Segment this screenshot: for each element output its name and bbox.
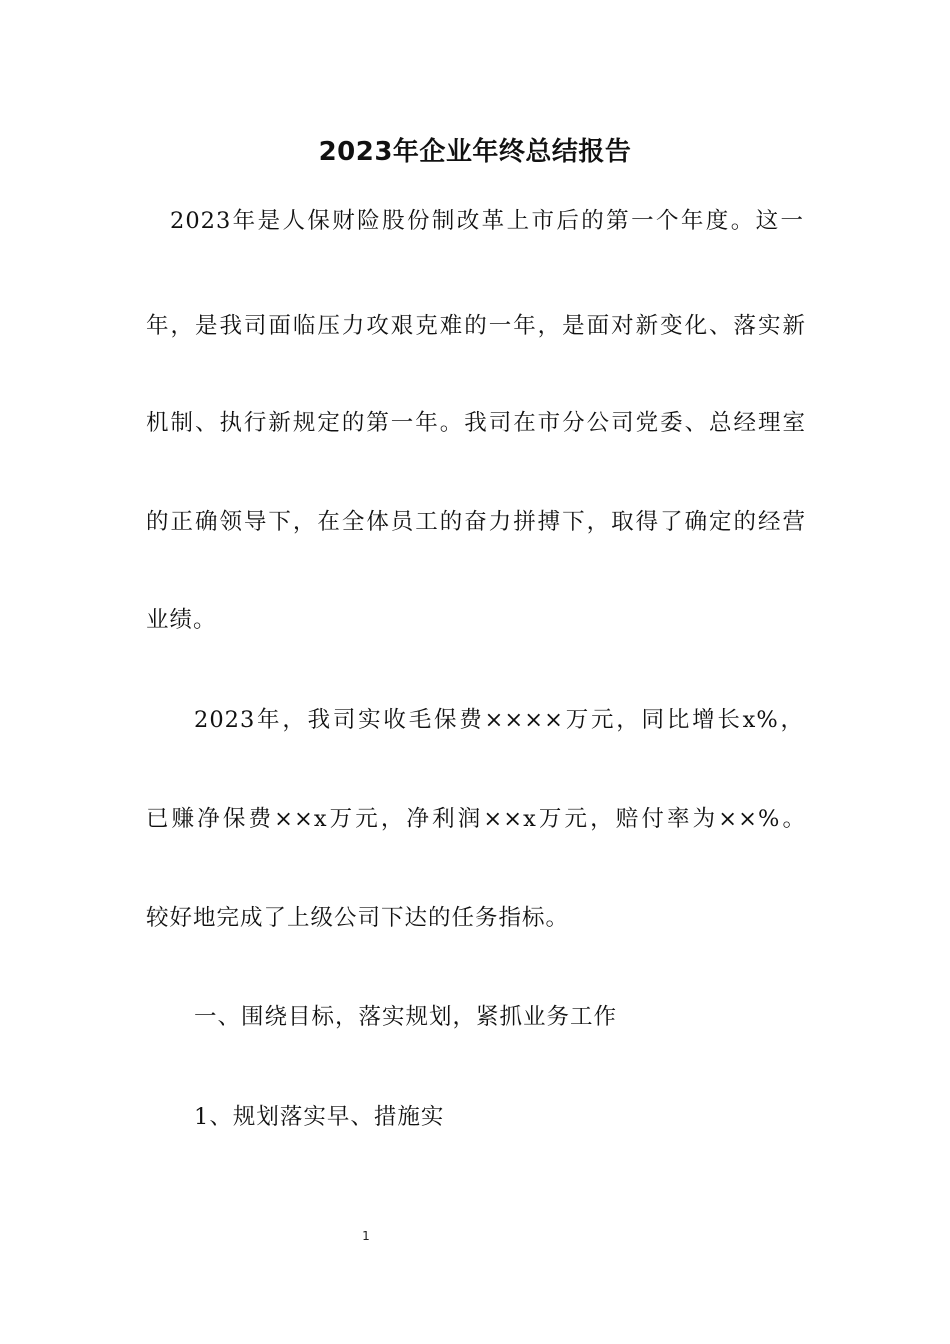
paragraph-2-line-1: 2023年，我司实收毛保费××××万元，同比增长x%， [194, 707, 804, 733]
section-heading-1: 一、围绕目标，落实规划，紧抓业务工作 [194, 1004, 618, 1030]
paragraph-1-line-4: 的正确领导下，在全体员工的奋力拼搏下，取得了确定的经营 [146, 509, 806, 535]
paragraph-1-line-3: 机制、执行新规定的第一年。我司在市分公司党委、总经理室 [146, 410, 806, 436]
paragraph-1-line-2: 年，是我司面临压力攻艰克难的一年，是面对新变化、落实新 [146, 313, 806, 339]
subsection-heading-1: 1、规划落实早、措施实 [194, 1104, 445, 1130]
paragraph-1-line-5: 业绩。 [146, 607, 217, 633]
paragraph-2-line-3: 较好地完成了上级公司下达的任务指标。 [146, 905, 570, 931]
page-number: 1 [362, 1229, 370, 1243]
paragraph-1-line-1: 2023年是人保财险股份制改革上市后的第一个年度。这一 [170, 208, 804, 234]
paragraph-2-line-2: 已赚净保费××x万元，净利润××x万元，赔付率为××%。 [146, 806, 806, 832]
document-title: 2023年企业年终总结报告 [318, 137, 632, 167]
